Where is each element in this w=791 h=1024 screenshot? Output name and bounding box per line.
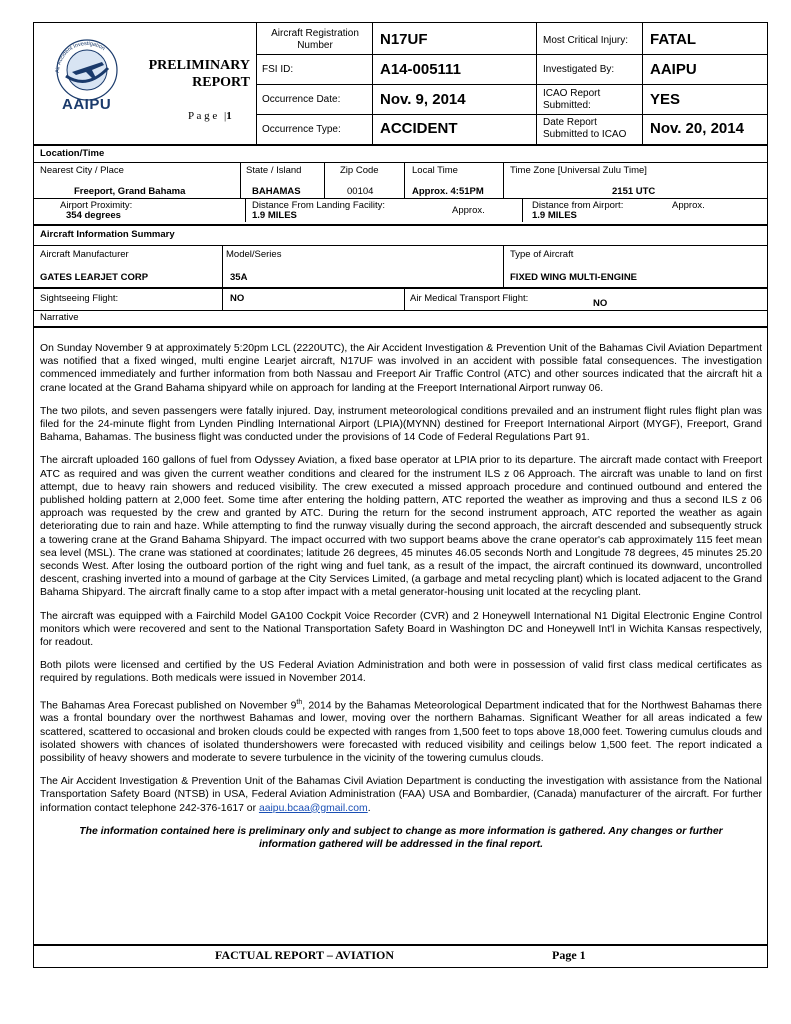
icao-submitted-value: YES <box>650 91 681 108</box>
model-value: 35A <box>230 272 248 283</box>
critical-injury-label: Most Critical Injury: <box>543 35 629 46</box>
date-report-label: Date Report Submitted to ICAO <box>543 117 627 140</box>
local-time-value: Approx. 4:51PM <box>412 186 484 197</box>
report-title-line2: REPORT <box>192 75 250 90</box>
airport-proximity-label: Airport Proximity: <box>60 200 133 211</box>
state-value: BAHAMAS <box>252 186 301 197</box>
narrative-label: Narrative <box>40 312 79 323</box>
sightseeing-label: Sightseeing Flight: <box>40 293 119 304</box>
page-label: P a g e <box>188 110 218 122</box>
airport-distance-value: 1.9 MILES <box>532 210 577 221</box>
forecast-text-b: , 2014 by the Bahamas Meteorological Department indicated that for the Northwest Bahamas there was a frontal boundary over the northwest Bahamas and lower, moving over the northern Bahamas. Significant Weather for all areas indicated a few scattered, scattered to occasional and broken clouds could be expected with ranges from 1,500 feet to tops above 18,000 feet. Towering cumulus clouds and isolated showers with chances of isolated thundershowers were forecasted with reduced visibility and ceilings below 1,500 feet. The report indicated a possibility of heavy showers and moderate to severe turbulence in the vicinity of the towering cumulus clouds. <box>40 700 762 764</box>
state-label: State / Island <box>246 165 302 176</box>
critical-injury-value: FATAL <box>650 31 697 48</box>
aircraft-section-title: Aircraft Information Summary <box>40 229 175 240</box>
narrative-paragraph-5: Both pilots were licensed and certified by the US Federal Aviation Administration and both were in possession of valid first class medical certificates as required by regulations. Both medicals were issued in November 2014. <box>40 660 762 685</box>
aircraft-type-label: Type of Aircraft <box>510 249 574 260</box>
page-number: 1 <box>226 110 232 122</box>
forecast-text-a: The Bahamas Area Forecast published on November 9 <box>40 700 297 712</box>
zip-label: Zip Code <box>340 165 379 176</box>
logo-text: AAIPU <box>62 96 112 113</box>
footer-title: FACTUAL REPORT – AVIATION <box>215 948 395 962</box>
registration-value: N17UF <box>380 31 428 48</box>
footer-page: Page 1 <box>552 948 586 962</box>
contact-text-end: . <box>367 802 371 814</box>
timezone-label: Time Zone [Universal Zulu Time] <box>510 165 647 176</box>
landing-facility-value: 1.9 MILES <box>252 210 297 221</box>
narrative-paragraph-6 <box>40 696 762 765</box>
icao-submitted-label: ICAO Report Submitted: <box>543 88 601 111</box>
landing-facility-approx: Approx. <box>452 205 485 216</box>
registration-label: Aircraft Registration Number <box>271 28 359 51</box>
contact-email-link[interactable]: aaipu.bcaa@gmail.com <box>258 802 368 814</box>
local-time-label: Local Time <box>412 165 458 176</box>
nearest-city-value: Freeport, Grand Bahama <box>74 186 186 197</box>
fsi-value: A14-005111 <box>380 61 461 78</box>
nearest-city-label: Nearest City / Place <box>40 165 124 176</box>
manufacturer-label: Aircraft Manufacturer <box>40 249 129 260</box>
medical-value: NO <box>593 298 608 309</box>
occurrence-date-value: Nov. 9, 2014 <box>380 91 466 108</box>
sightseeing-value: NO <box>230 293 245 304</box>
occurrence-type-value: ACCIDENT <box>380 120 458 137</box>
page-indicator: P a g e |1 <box>188 110 232 122</box>
narrative-paragraph-3: The aircraft uploaded 160 gallons of fuel from Odyssey Aviation, a fixed base operator at LPIA prior to its departure. The aircraft made contact with Freeport ATC as required and was given the current weather conditions and cleared for the instrument ILS z 06 Approach. The aircraft was unable to land on first attempt, due to heavy rain showers and reduced visibility. The crew executed a missed approach procedure and continued outbound and entered the published holding pattern at 2,000 feet. Some time after entering the holding pattern, ATC reported the weather as improving and thus a second ILS z 06 approach was requested by the crew and granted by ATC. During the return for the second instrument approach, ATC reported the weather as again deteriorating due to rain and haze. While attempting to find the runway visually during the second approach, the aircraft descended and subsequently struck a towering crane at the Grand Bahama Shipyard. The impact occurred with two support beams above the crane operator's cab approximately 115 feet mean sea level (MSL). The crane was stationed at coordinates; latitude 26 degrees, 45 minutes 46.05 seconds North and Longitude 78 degrees, 45 minutes 25.20 seconds West. After losing the outboard portion of the right wing and fuel tank, as a result of the impact, the aircraft continued its downward, uncontrolled descent, crashing inverted into a mound of garbage at the City Services Limited, (a garbage and metal recycling plant) which is located adjacent to the Grand Bahama Shipyard. The aircraft finally came to a stop after impact with a metal generator-housing unit located at the recycling plant. <box>40 455 762 599</box>
airport-distance-label: Distance from Airport: <box>532 200 624 211</box>
location-section-title: Location/Time <box>40 148 105 159</box>
narrative-paragraph-1: On Sunday November 9 at approximately 5:20pm LCL (2220UTC), the Air Accident Investigation & Prevention Unit of the Bahamas Civil Aviation Department was notified that a fixed winged, multi engine Learjet aircraft, N17UF was involved in an accident with possible fatal consequences. The investigation commenced immediately and further information from both Nassau and Freeport Air Traffic Control (ATC) and other sources indicated that the aircraft hit a crane located at the Grand Bahama shipyard while on approach for landing at the Freeport International Airport runway 06. <box>40 343 762 394</box>
airport-distance-approx: Approx. <box>672 200 705 211</box>
investigated-by-value: AAIPU <box>650 61 697 78</box>
fsi-label: FSI ID: <box>262 64 294 75</box>
forecast-sup: th <box>296 698 303 706</box>
landing-facility-label: Distance From Landing Facility: <box>252 200 386 211</box>
report-title-line1: PRELIMINARY <box>148 58 250 73</box>
airport-proximity-value: 354 degrees <box>66 210 121 221</box>
svg-text:Air Accident Investigation: Air Accident Investigation <box>54 40 106 74</box>
model-label: Model/Series <box>226 249 282 260</box>
aircraft-type-value: FIXED WING MULTI-ENGINE <box>510 272 638 283</box>
occurrence-type-label: Occurrence Type: <box>262 124 341 135</box>
narrative-paragraph-7 <box>40 775 762 815</box>
date-report-value: Nov. 20, 2014 <box>650 120 744 137</box>
narrative-body <box>40 342 762 851</box>
timezone-value: 2151 UTC <box>612 186 656 197</box>
occurrence-date-label: Occurrence Date: <box>262 94 341 105</box>
contact-text: The Air Accident Investigation & Prevention Unit of the Bahamas Civil Aviation Department is conducting the investigation with assistance from the National Transportation Safety Board (NTSB) in USA, Federal Aviation Administration (FAA) USA and Bombardier, (Canada) manufacturer of the aircraft. For further information contact telephone 242-376-1617 or <box>40 776 762 814</box>
narrative-paragraph-2: The two pilots, and seven passengers were fatally injured. Day, instrument meteorological conditions prevailed and an instrument flight rules flight plan was filed for the 24-minute flight from Lynden Pindling International Airport (LPIA)(MYNN) destined for Freeport International Airport (MYGF), Freeport, Grand Bahama, Bahamas. The business flight was conducted under the provisions of 14 Code of Federal Regulations Part 91. <box>40 405 762 444</box>
manufacturer-value: GATES LEARJET CORP <box>40 272 149 283</box>
narrative-paragraph-4: The aircraft was equipped with a Fairchild Model GA100 Cockpit Voice Recorder (CVR) and 2 Honeywell International N1 Digital Electronic Engine Control monitors which were recovered and sent to the National Transportation Safety Board in Washington DC and Honeywell Int'l in Wichita Kansas respectively, for readout. <box>40 610 762 649</box>
investigated-by-label: Investigated By: <box>543 64 615 75</box>
medical-label: Air Medical Transport Flight: <box>410 293 529 304</box>
disclaimer: The information contained here is preliminary only and subject to change as more information is gathered. Any changes or further information gathered will be addressed in the final report. <box>79 825 723 850</box>
zip-value: 00104 <box>347 186 374 197</box>
